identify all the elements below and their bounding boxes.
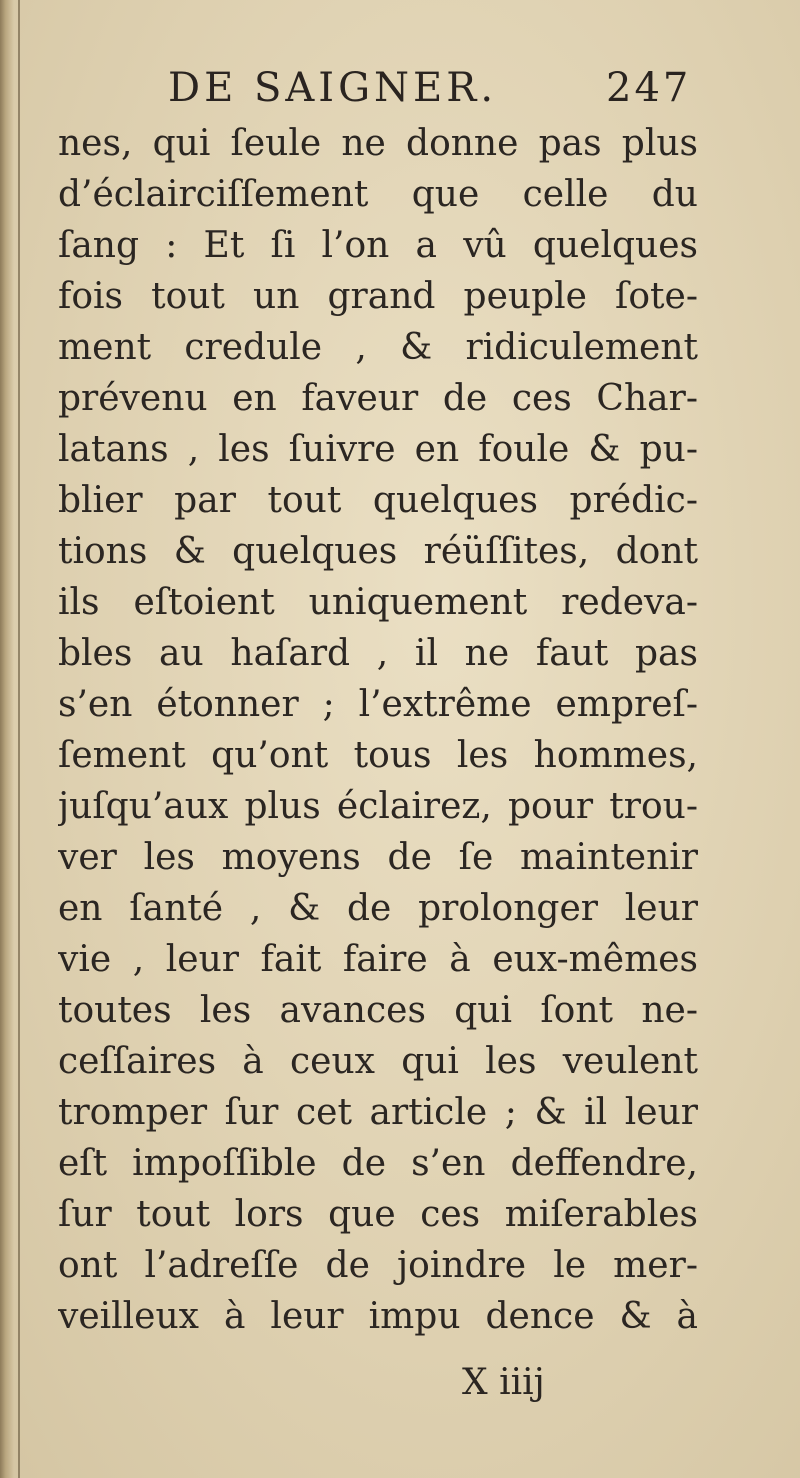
text-line: vie , leur fait faire à eux-mêmes xyxy=(58,939,698,980)
running-head-title: DE SAIGNER. xyxy=(168,65,498,111)
text-line: s’en étonner ; l’extrême empreſ- xyxy=(58,684,698,725)
page-number: 247 xyxy=(606,65,692,111)
text-line: ceſſaires à ceux qui les veulent xyxy=(58,1041,698,1082)
text-line: d’éclairciſſement que celle du xyxy=(58,174,698,215)
text-line: ils eſtoient uniquement redeva- xyxy=(58,582,698,623)
text-line: fois tout un grand peuple ſote- xyxy=(58,276,698,317)
text-line: en ſanté , & de prolonger leur xyxy=(58,888,698,929)
text-line: ver les moyens de ſe maintenir xyxy=(58,837,698,878)
signature-mark: X iiij xyxy=(462,1362,545,1403)
running-head xyxy=(0,58,800,118)
page-gutter-shadow xyxy=(0,0,14,1478)
text-line: eſt impoſſible de s’en deffendre, xyxy=(58,1143,698,1184)
text-line: toutes les avances qui ſont ne- xyxy=(58,990,698,1031)
text-line: tions & quelques réüſſites, dont xyxy=(58,531,698,572)
text-line: bles au haſard , il ne faut pas xyxy=(58,633,698,674)
text-line: ſur tout lors que ces miſerables xyxy=(58,1194,698,1235)
text-line: ſement qu’ont tous les hommes, xyxy=(58,735,698,776)
text-line: ment credule , & ridiculement xyxy=(58,327,698,368)
text-line: nes, qui ſeule ne donne pas plus xyxy=(58,123,698,164)
text-line: veilleux à leur impu dence & à xyxy=(58,1296,698,1337)
text-line: tromper ſur cet article ; & il leur xyxy=(58,1092,698,1133)
text-line: juſqu’aux plus éclairez, pour trou- xyxy=(58,786,698,827)
text-line: ſang : Et ſi l’on a vû quelques xyxy=(58,225,698,266)
text-line: latans , les ſuivre en foule & pu- xyxy=(58,429,698,470)
page-gutter-edge xyxy=(18,0,20,1478)
body-text xyxy=(58,118,698,1342)
text-line: ont l’adreſſe de joindre le mer- xyxy=(58,1245,698,1286)
text-line: prévenu en faveur de ces Char- xyxy=(58,378,698,419)
text-line: blier par tout quelques prédic- xyxy=(58,480,698,521)
